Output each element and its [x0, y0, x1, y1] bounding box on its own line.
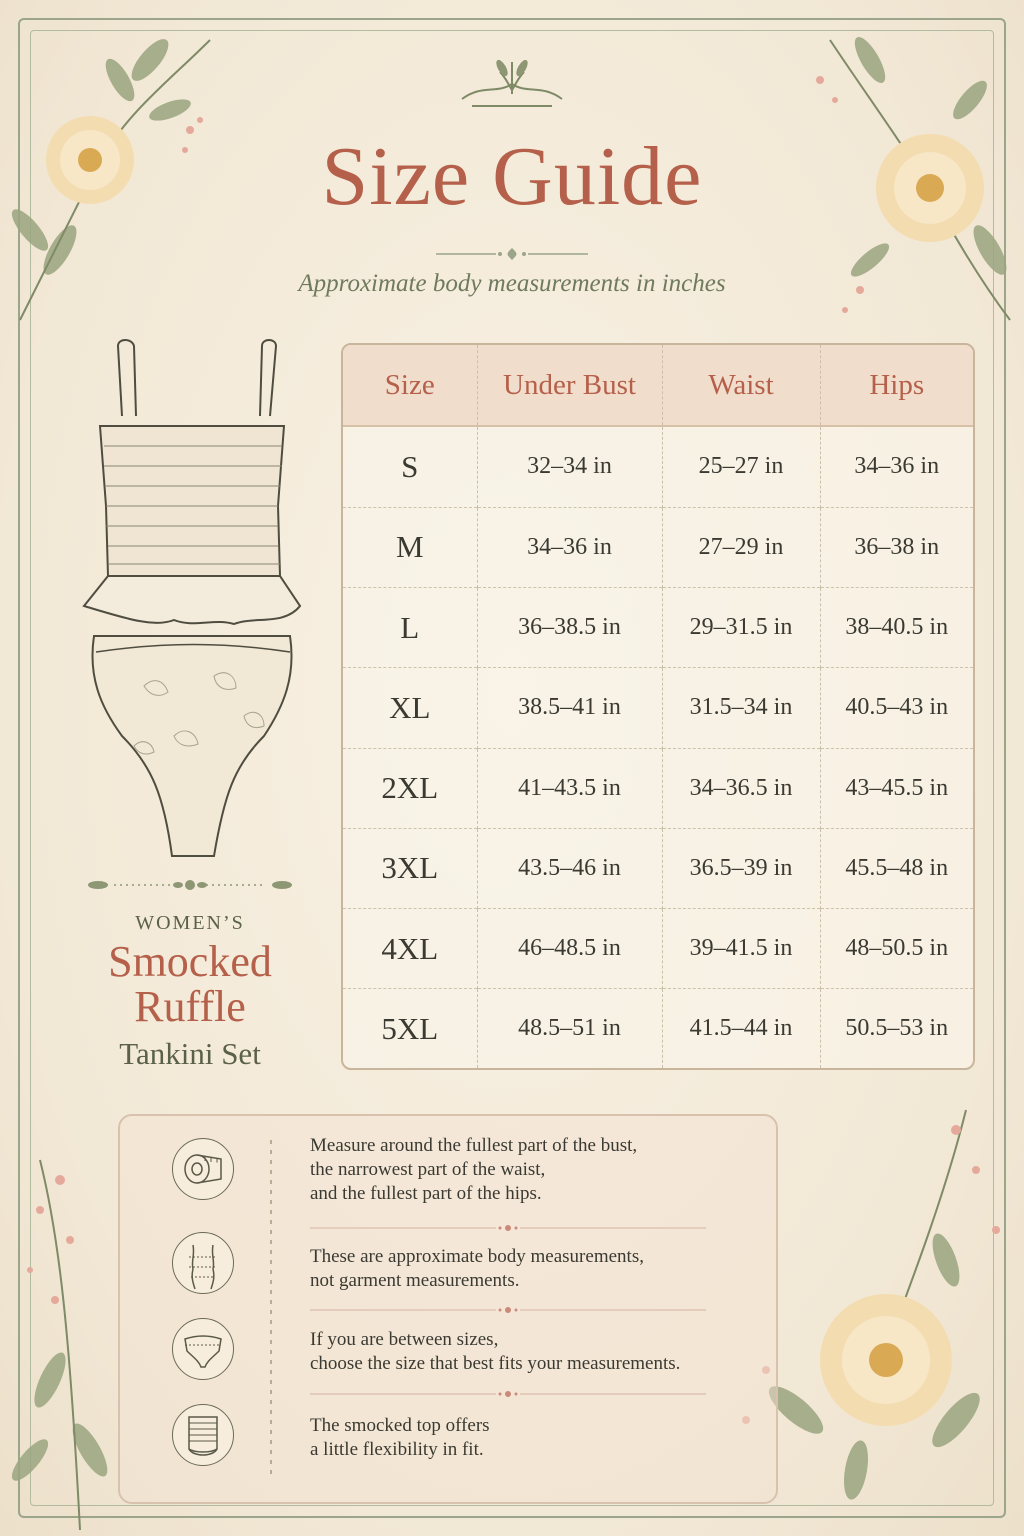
hips-cell: 50.5–53 in — [820, 989, 973, 1068]
waist-cell: 25–27 in — [662, 426, 820, 507]
waist-cell: 31.5–34 in — [662, 668, 820, 748]
note-line: If you are between sizes, — [310, 1329, 499, 1350]
table-row — [343, 909, 973, 989]
hips-cell: 45.5–48 in — [820, 828, 973, 908]
hips-cell: 40.5–43 in — [820, 668, 973, 748]
under-bust-cell: 36–38.5 in — [477, 588, 662, 668]
note-line: and the fullest part of the hips. — [310, 1183, 542, 1204]
table-row — [343, 828, 973, 908]
size-cell: XL — [343, 668, 477, 748]
product-name-line1: Smocked — [108, 937, 272, 986]
title-divider-icon — [436, 246, 588, 262]
column-header-waist: Waist — [662, 345, 820, 426]
under-bust-cell: 48.5–51 in — [477, 989, 662, 1068]
under-bust-cell: 46–48.5 in — [477, 909, 662, 989]
size-cell: 3XL — [343, 828, 477, 908]
hips-cell: 48–50.5 in — [820, 909, 973, 989]
product-name-line3: Tankini Set — [119, 1036, 261, 1071]
table-row — [343, 507, 973, 587]
product-name-line2: Ruffle — [134, 982, 246, 1031]
size-cell: S — [343, 426, 477, 507]
note-line: a little flexibility in fit. — [310, 1439, 484, 1460]
smocked-top-icon — [172, 1404, 234, 1466]
product-label-women: WOMEN’S — [135, 912, 245, 934]
table-row — [343, 989, 973, 1068]
note-separator-icon — [310, 1222, 706, 1234]
note-separator-icon — [310, 1304, 706, 1316]
hips-cell: 43–45.5 in — [820, 748, 973, 828]
under-bust-cell: 41–43.5 in — [477, 748, 662, 828]
note-text — [310, 1414, 750, 1462]
top-ornament-icon — [452, 54, 572, 114]
table-header-row — [343, 345, 973, 426]
under-bust-cell: 43.5–46 in — [477, 828, 662, 908]
note-text — [310, 1134, 750, 1206]
hips-cell: 36–38 in — [820, 507, 973, 587]
under-bust-cell: 38.5–41 in — [477, 668, 662, 748]
size-cell: 2XL — [343, 748, 477, 828]
page-subtitle: Approximate body measurements in inches — [298, 270, 726, 297]
waist-cell: 34–36.5 in — [662, 748, 820, 828]
tankini-illustration-icon — [64, 336, 320, 876]
column-header-under-bust: Under Bust — [477, 345, 662, 426]
waist-cell: 41.5–44 in — [662, 989, 820, 1068]
note-separator-icon — [310, 1388, 706, 1400]
size-table — [343, 345, 973, 1068]
size-table-card — [341, 343, 975, 1070]
size-cell: 4XL — [343, 909, 477, 989]
column-header-size: Size — [343, 345, 477, 426]
note-line: The smocked top offers — [310, 1415, 490, 1436]
note-line: These are approximate body measurements, — [310, 1246, 644, 1267]
column-header-hips: Hips — [820, 345, 973, 426]
note-text — [310, 1328, 750, 1376]
product-ornament-icon — [84, 872, 296, 898]
measuring-tape-icon — [172, 1138, 234, 1200]
table-row — [343, 668, 973, 748]
table-row — [343, 426, 973, 507]
note-text — [310, 1245, 750, 1293]
note-line: the narrowest part of the waist, — [310, 1159, 546, 1180]
waist-cell: 39–41.5 in — [662, 909, 820, 989]
waist-cell: 27–29 in — [662, 507, 820, 587]
hips-cell: 38–40.5 in — [820, 588, 973, 668]
waist-cell: 29–31.5 in — [662, 588, 820, 668]
size-cell: 5XL — [343, 989, 477, 1068]
torso-measure-icon — [172, 1232, 234, 1294]
note-line: Measure around the fullest part of the bust, — [310, 1135, 638, 1156]
under-bust-cell: 32–34 in — [477, 426, 662, 507]
hip-measure-icon — [172, 1318, 234, 1380]
table-row — [343, 748, 973, 828]
note-line: choose the size that best fits your measurements. — [310, 1353, 681, 1374]
page-title: Size Guide — [321, 130, 703, 223]
size-cell: M — [343, 507, 477, 587]
size-cell: L — [343, 588, 477, 668]
waist-cell: 36.5–39 in — [662, 828, 820, 908]
hips-cell: 34–36 in — [820, 426, 973, 507]
note-line: not garment measurements. — [310, 1270, 520, 1291]
table-row — [343, 588, 973, 668]
notes-dotted-divider — [270, 1140, 272, 1480]
under-bust-cell: 34–36 in — [477, 507, 662, 587]
